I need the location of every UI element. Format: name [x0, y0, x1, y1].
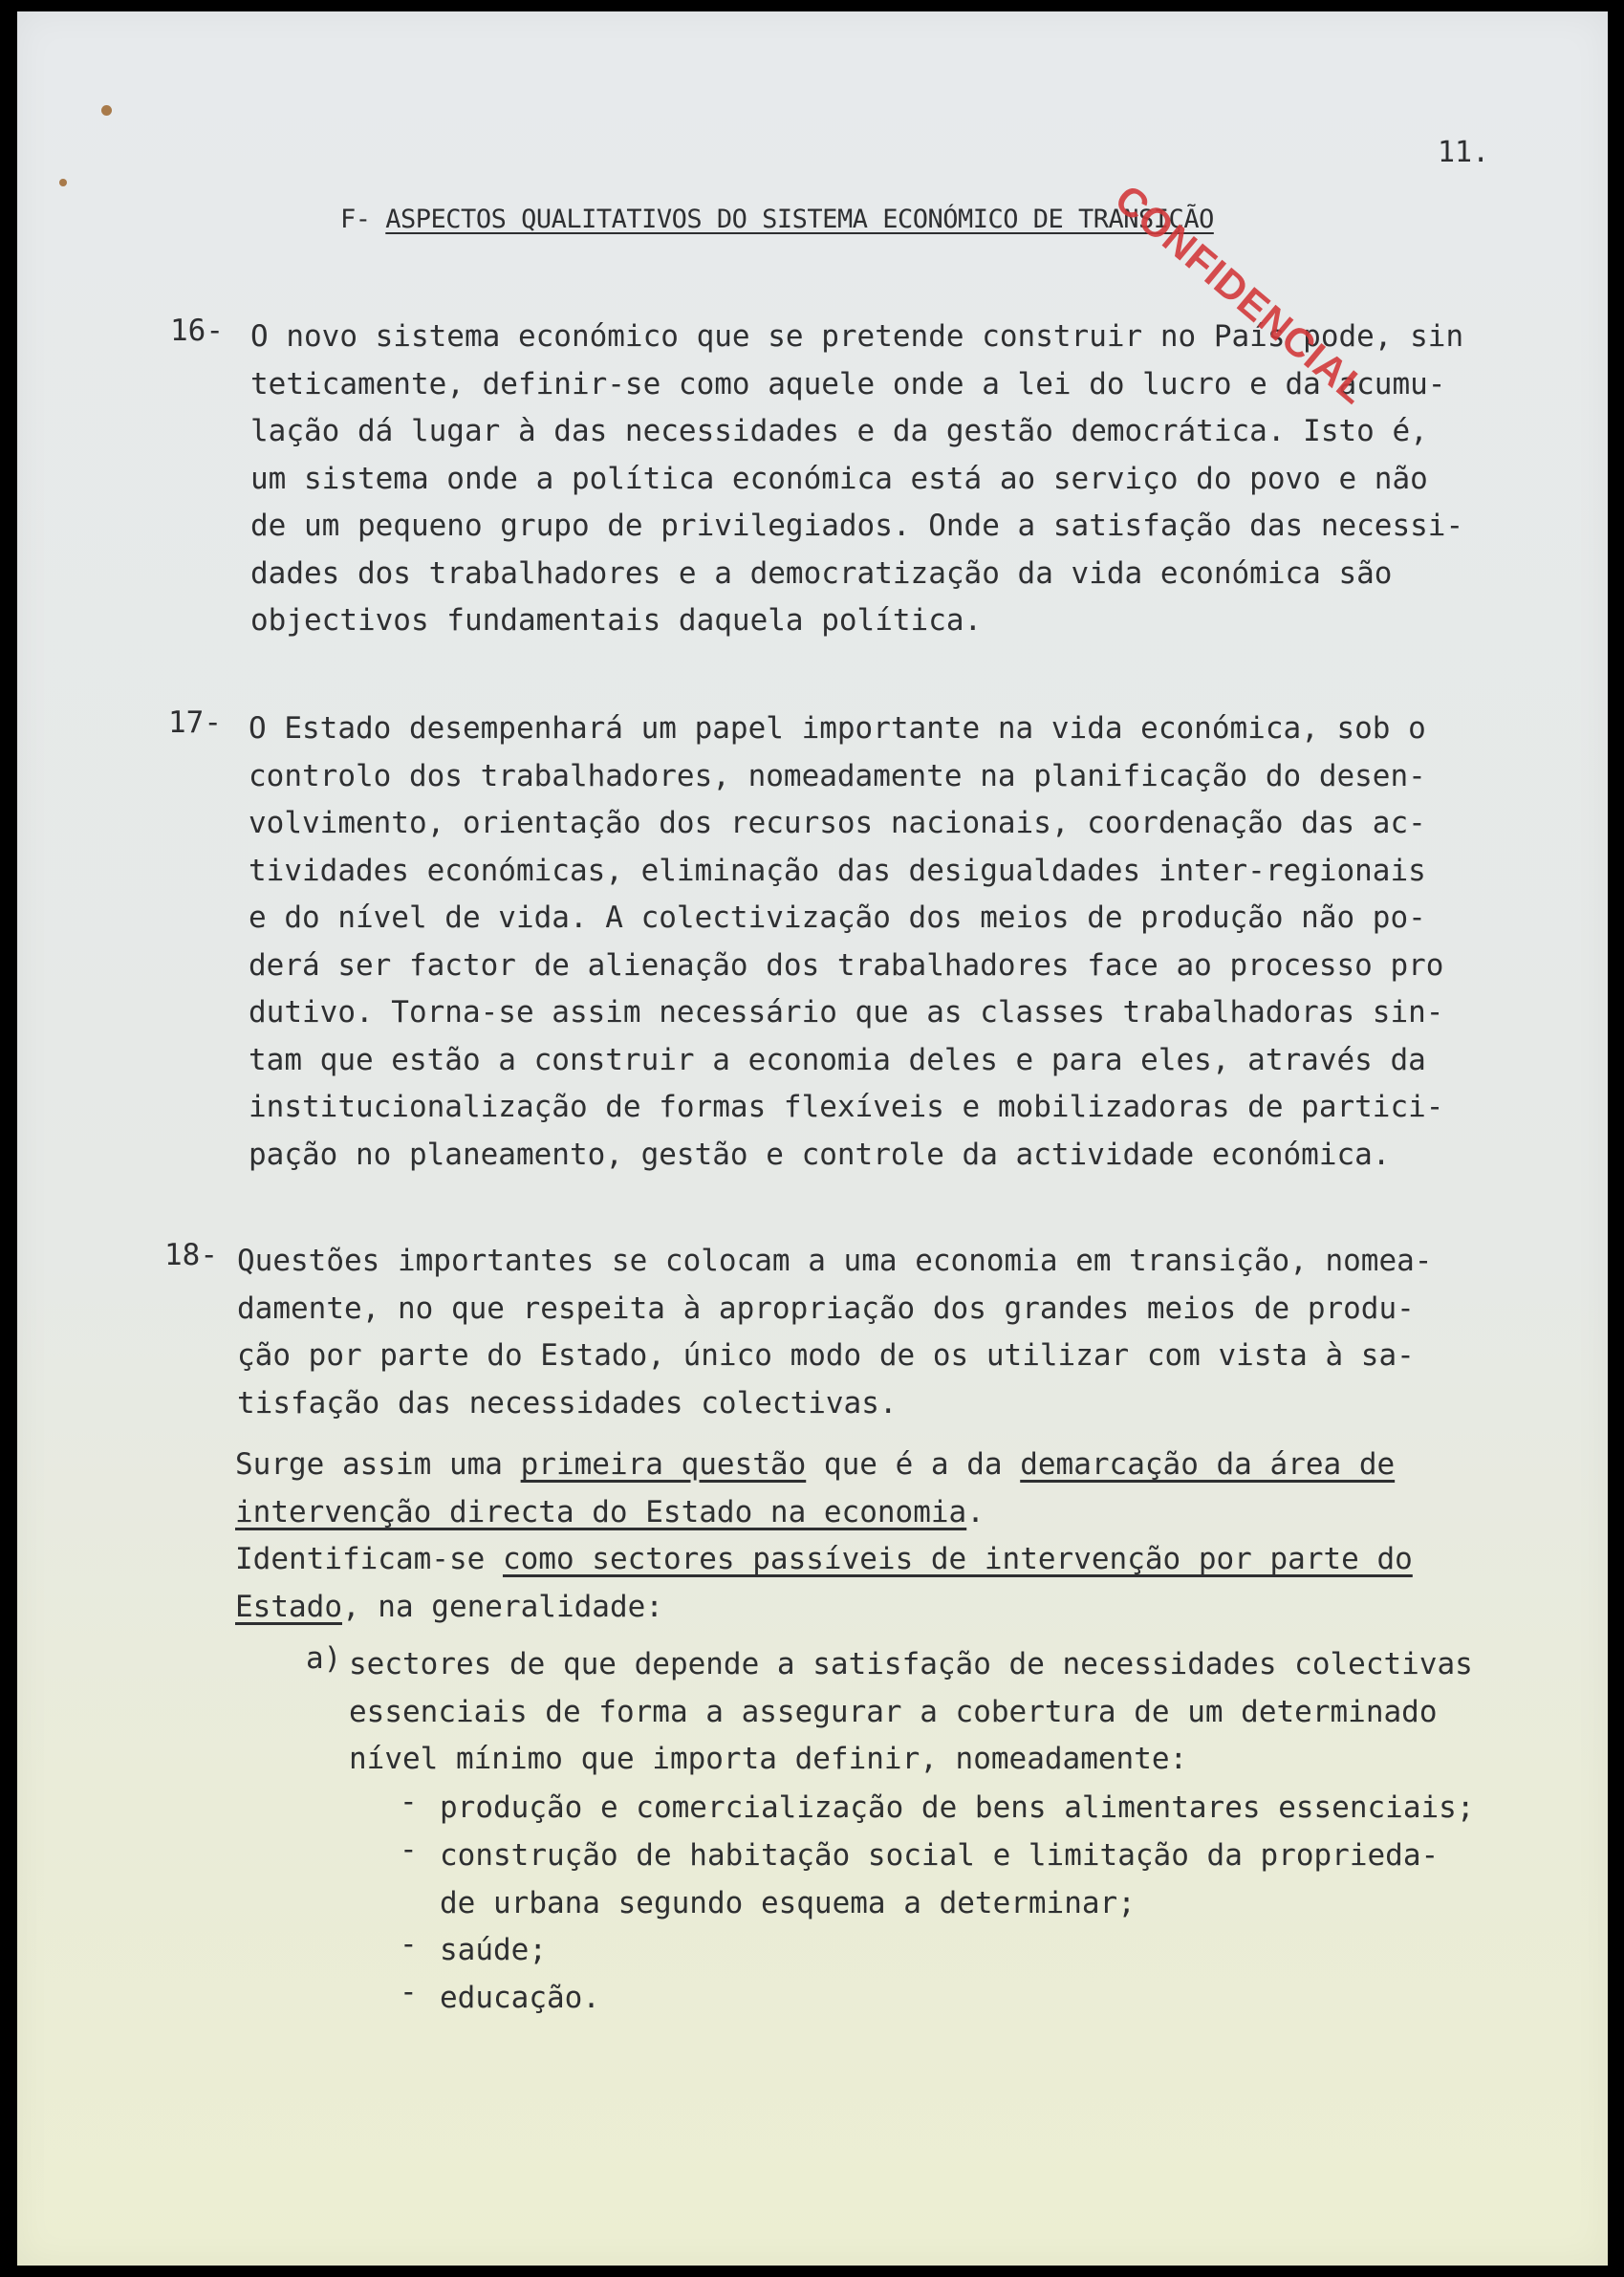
paragraph-number-17: 17-: [168, 705, 222, 740]
text-line: [235, 1489, 1413, 1537]
text-line: sectores de que depende a satisfação de necessidades colectivas: [349, 1647, 1473, 1681]
bullet-dash: -: [400, 1975, 418, 2009]
text-line: de urbana segundo esquema a determinar;: [440, 1885, 1136, 1920]
underlined-text: intervenção directa do Estado na economia: [235, 1494, 967, 1529]
text-line: tividades económicas, eliminação das desigualdades inter-regionais: [249, 853, 1426, 888]
bullet-item: [440, 1785, 1475, 1832]
paragraph-number-16: 16-: [170, 314, 224, 348]
text-line: damente, no que respeita à apropriação dos grandes meios de produ-: [237, 1290, 1415, 1326]
paragraph-number-18: 18-: [164, 1238, 218, 1272]
paragraph-16: [250, 314, 1463, 645]
heading-title: ASPECTOS QUALITATIVOS DO SISTEMA ECONÓMICO DE TRANSIÇÃO: [385, 205, 1214, 234]
text-line: lação dá lugar à das necessidades e da gestão democrática. Isto é,: [250, 414, 1428, 448]
bullet-dash: -: [400, 1785, 418, 1819]
list-item-label-a: a): [306, 1641, 342, 1676]
section-heading: [340, 205, 1214, 234]
text-line: objectivos fundamentais daquela política.: [250, 603, 983, 638]
text-run: , na generalidade:: [341, 1589, 663, 1624]
text-line: [235, 1442, 1413, 1489]
bullet-dash: -: [400, 1832, 418, 1867]
text-line: derá ser factor de alienação dos trabalhadores face ao processo pro: [249, 947, 1444, 983]
text-line: O novo sistema económico que se pretende construir no País pode, sin: [250, 319, 1464, 354]
text-line: ção por parte do Estado, único modo de os utilizar com vista à sa-: [237, 1338, 1415, 1373]
text-line: essenciais de forma a assegurar a cobertura de um determinado: [349, 1694, 1438, 1729]
bullet-item: [440, 1975, 600, 2023]
punch-hole: [59, 179, 67, 186]
underlined-text: demarcação da área de: [1020, 1447, 1396, 1482]
list-item-a: [349, 1641, 1473, 1784]
paragraph-18-first-question: [235, 1442, 1413, 1631]
text-line: [235, 1584, 1413, 1632]
text-line: dutivo. Torna-se assim necessário que as classes trabalhadoras sin-: [249, 995, 1444, 1030]
text-line: saúde;: [440, 1933, 547, 1967]
text-line: Questões importantes se colocam a uma economia em transição, nomea-: [237, 1244, 1433, 1278]
text-run: Surge assim uma: [235, 1447, 521, 1482]
underlined-text: Estado: [235, 1589, 342, 1624]
text-line: e do nível de vida. A colectivização dos meios de produção não po-: [249, 900, 1426, 935]
text-run: que é a da: [806, 1447, 1021, 1482]
bullet-dash: -: [400, 1927, 418, 1962]
text-line: de um pequeno grupo de privilegiados. Onde a satisfação das necessi-: [250, 509, 1464, 543]
underlined-text: como sectores passíveis de intervenção por parte do: [502, 1542, 1413, 1576]
text-run: .: [966, 1494, 985, 1529]
bullet-item: [440, 1927, 547, 1975]
document-page: [17, 11, 1608, 2266]
text-line: pação no planeamento, gestão e controle da actividade económica.: [249, 1137, 1391, 1172]
page-number: 11.: [1438, 136, 1490, 169]
paragraph-17: [249, 705, 1443, 1179]
text-line: controlo dos trabalhadores, nomeadamente na planificação do desen-: [249, 758, 1426, 793]
text-run: Identificam-se: [235, 1542, 503, 1576]
heading-prefix: F-: [340, 205, 371, 234]
punch-hole: [101, 105, 112, 116]
text-line: tam que estão a construir a economia deles e para eles, através da: [249, 1042, 1426, 1077]
text-line: institucionalização de formas flexíveis e mobilizadoras de partici-: [249, 1090, 1444, 1124]
text-line: construção de habitação social e limitação da proprieda-: [440, 1838, 1440, 1873]
underlined-text: primeira questão: [520, 1447, 807, 1482]
text-line: volvimento, orientação dos recursos nacionais, coordenação das ac-: [249, 806, 1426, 840]
bullet-item: [440, 1832, 1439, 1927]
text-line: educação.: [440, 1981, 600, 2015]
text-line: um sistema onde a política económica está ao serviço do povo e não: [250, 461, 1428, 496]
text-line: tisfação das necessidades colectivas.: [237, 1385, 898, 1420]
confidential-stamp: CONFIDENCIAL: [1106, 176, 1377, 413]
text-line: teticamente, definir-se como aquele onde a lei do lucro e da acumu-: [250, 366, 1446, 401]
text-line: O Estado desempenhará um papel importante na vida económica, sob o: [249, 711, 1426, 746]
paragraph-18: [237, 1238, 1432, 1427]
text-line: dades dos trabalhadores e a democratização da vida económica são: [250, 555, 1393, 591]
text-line: nível mínimo que importa definir, nomeadamente:: [349, 1742, 1188, 1776]
text-line: produção e comercialização de bens alimentares essenciais;: [440, 1790, 1475, 1825]
text-line: [235, 1536, 1413, 1584]
